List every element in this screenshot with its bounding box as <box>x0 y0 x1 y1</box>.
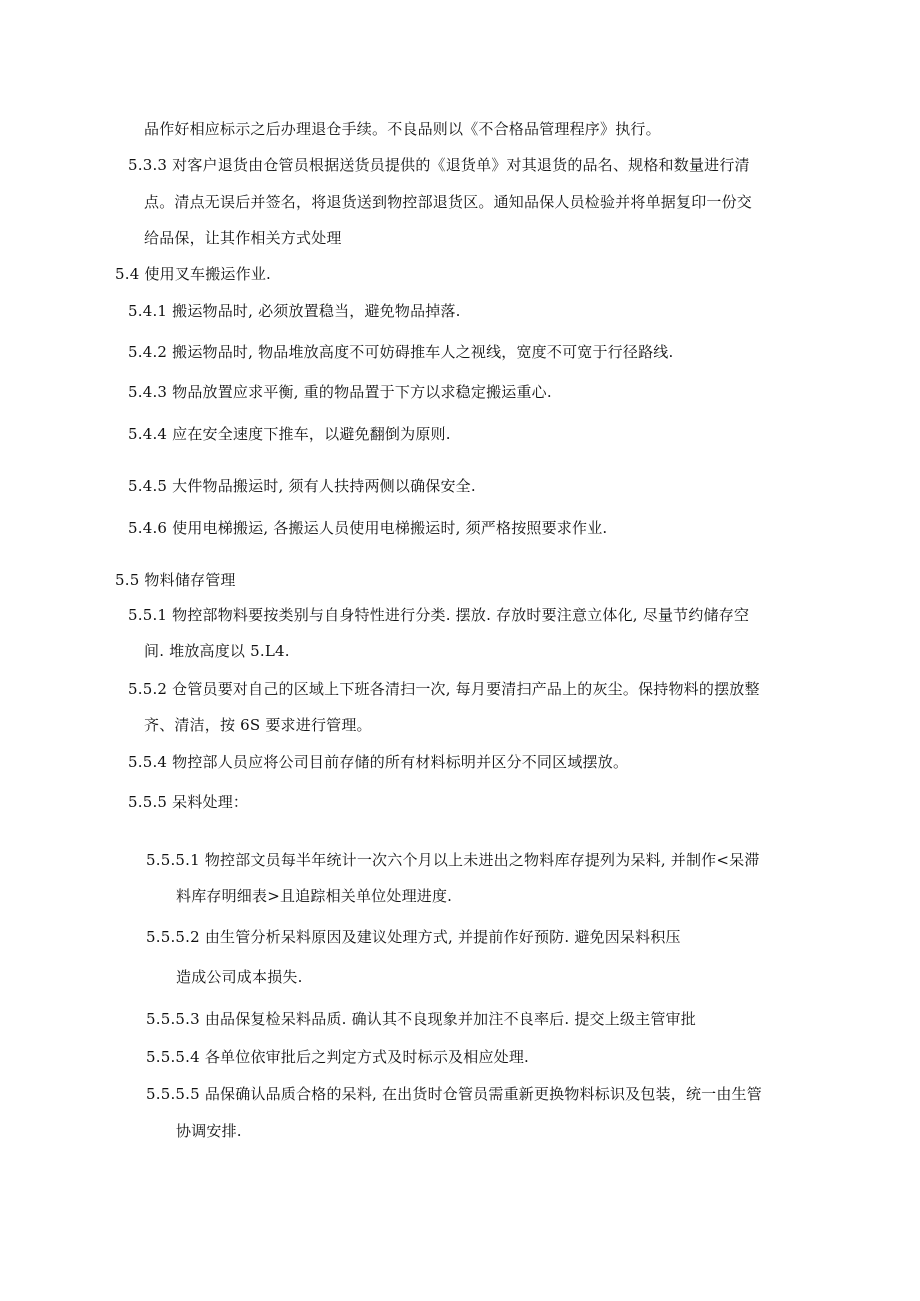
text-line: 品作好相应标示之后办理退仓手续。不良品则以《不合格品管理程序》执行。 <box>144 120 661 138</box>
text-line: 5.5.2 仓管员要对自己的区域上下班各清扫一次, 每月要清扫产品上的灰尘。保持物料的摆放整 <box>128 680 760 698</box>
text-line: 5.5.4 物控部人员应将公司目前存储的所有材料标明并区分不同区域摆放。 <box>128 753 629 771</box>
text-line: 料库存明细表>且追踪相关单位处理进度. <box>176 887 453 905</box>
text-line: 5.4.4 应在安全速度下推车，以避免翻倒为原则. <box>128 425 451 443</box>
text-line: 协调安排. <box>176 1122 242 1140</box>
text-line: 点。清点无误后并签名，将退货送到物控部退货区。通知品保人员检验并将单据复印一份交 <box>144 193 753 211</box>
text-line: 5.4.6 使用电梯搬运, 各搬运人员使用电梯搬运时, 须严格按照要求作业. <box>128 519 608 537</box>
text-line: 5.5.5.4 各单位依审批后之判定方式及时标示及相应处理. <box>146 1048 530 1066</box>
text-line: 5.5.5.1 物控部文员每半年统计一次六个月以上未进出之物料库存提列为呆料, 并制作<呆滞 <box>146 851 760 869</box>
text-line: 造成公司成本损失. <box>176 968 303 986</box>
text-line: 齐、清洁，按 6S 要求进行管理。 <box>144 716 372 734</box>
text-line: 5.5.5.5 品保确认品质合格的呆料, 在出货时仓管员需重新更换物料标识及包装，统一由生管 <box>146 1085 762 1103</box>
text-line: 5.3.3 对客户退货由仓管员根据送货员提供的《退货单》对其退货的品名、规格和数量进行清 <box>128 156 750 174</box>
text-line: 5.4.1 搬运物品时, 必须放置稳当，避免物品掉落. <box>128 302 461 320</box>
section-heading: 5.5 物料储存管理 <box>115 571 236 589</box>
section-heading: 5.4 使用叉车搬运作业. <box>115 265 271 283</box>
text-line: 5.5.1 物控部物料要按类别与自身特性进行分类. 摆放. 存放时要注意立体化, 尽量节约储存空 <box>128 606 750 624</box>
text-line: 给品保，让其作相关方式处理 <box>144 229 342 247</box>
text-line: 间. 堆放高度以 5.L4. <box>144 642 290 660</box>
text-line: 5.5.5.3 由品保复检呆料品质. 确认其不良现象并加注不良率后. 提交上级主管审批 <box>146 1010 696 1028</box>
text-line: 5.4.5 大件物品搬运时, 须有人扶持两侧以确保安全. <box>128 477 476 495</box>
text-line: 5.5.5.2 由生管分析呆料原因及建议处理方式, 并提前作好预防. 避免因呆料积压 <box>146 928 681 946</box>
text-line: 5.4.2 搬运物品时, 物品堆放高度不可妨碍推车人之视线，宽度不可宽于行径路线. <box>128 343 674 361</box>
text-line: 5.5.5 呆料处理： <box>128 793 249 811</box>
text-line: 5.4.3 物品放置应求平衡, 重的物品置于下方以求稳定搬运重心. <box>128 383 552 401</box>
